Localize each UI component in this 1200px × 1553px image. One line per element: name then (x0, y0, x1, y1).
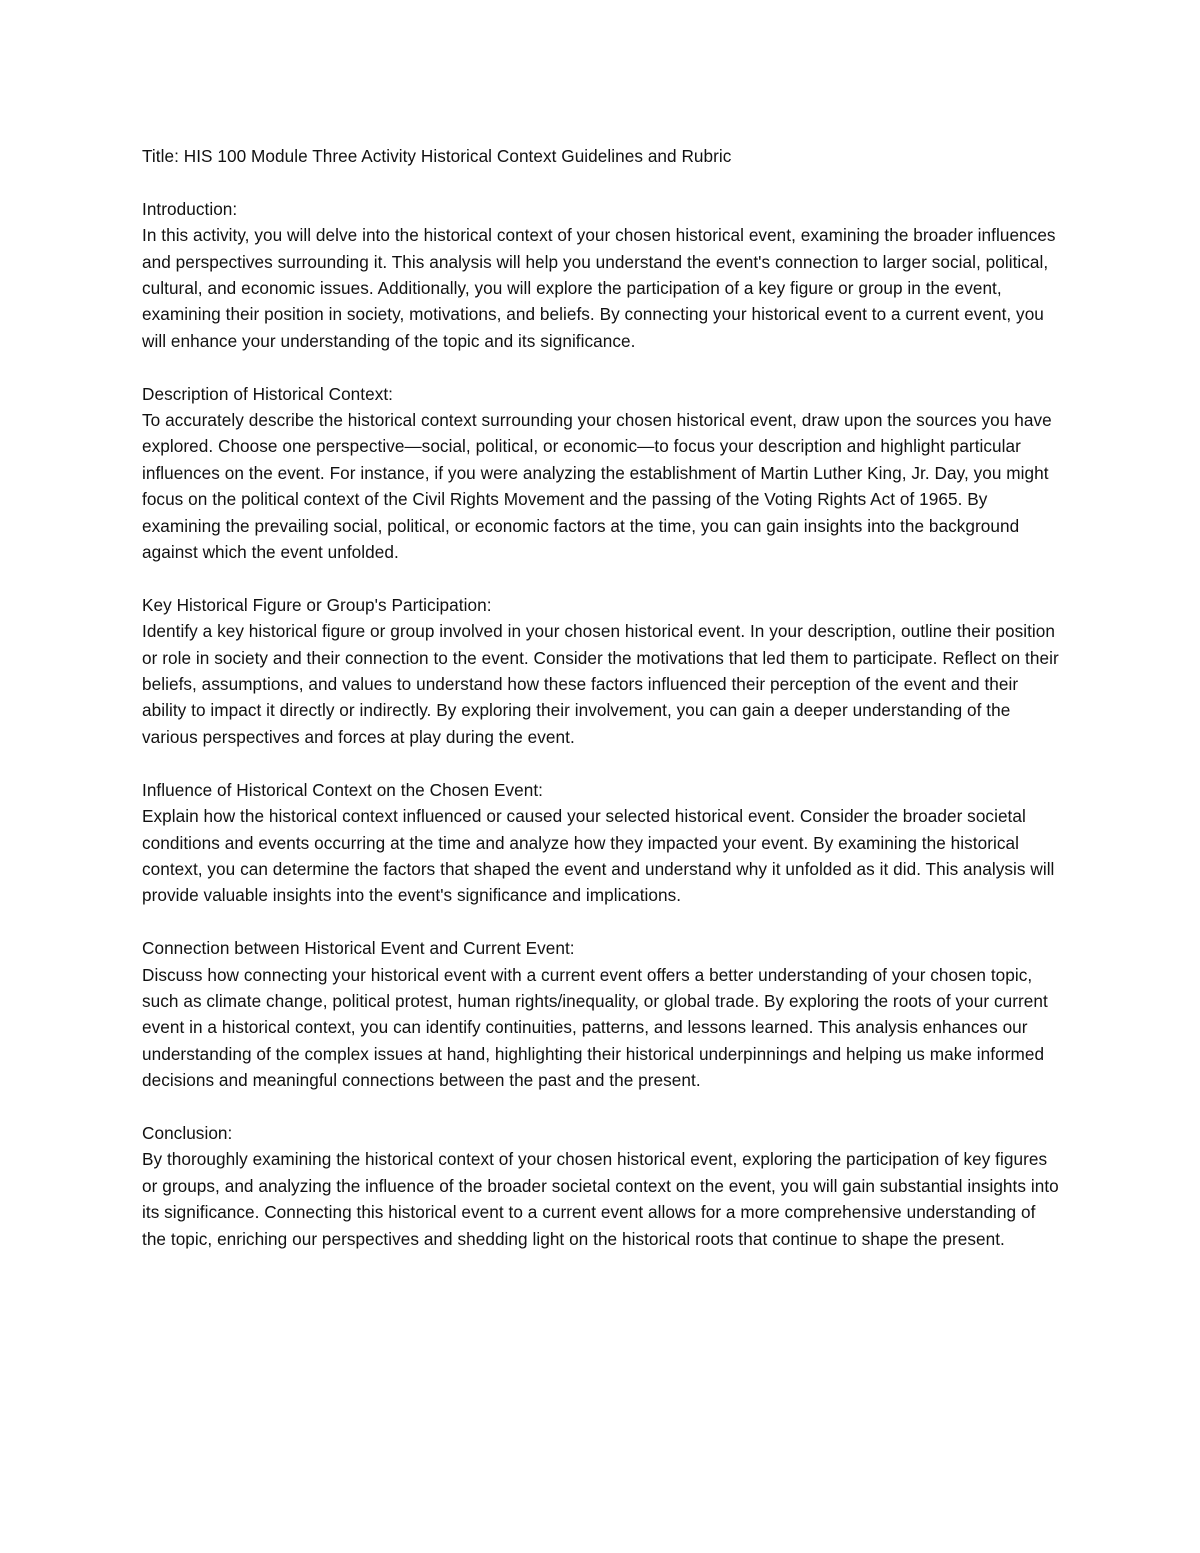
section-paragraph: Discuss how connecting your historical event with a current event offers a better understanding of your chosen topic, such as climate change, political protest, human rights/inequality, or global trade. By exploring the roots of your current event in a historical context, you can identify continuities, patterns, and lessons learned. This analysis enhances our understanding of the complex issues at hand, highlighting their historical underpinnings and helping us make informed decisions and meaningful connections between the past and the present. (142, 964, 1048, 1091)
section-paragraph: In this activity, you will delve into the historical context of your chosen historical event, examining the broader influences and perspectives surrounding it. This analysis will help you understand the event's connection to larger social, political, cultural, and economic issues. Additionally, you will explore the participation of a key figure or group in the event, examining their position in society, motivations, and beliefs. By connecting your historical event to a current event, you will enhance your understanding of the topic and its significance. (142, 225, 1056, 351)
section-paragraph: By thoroughly examining the historical context of your chosen historical event, exploring the participation of key figures or groups, and analyzing the influence of the broader societal context on the event, you will gain substantial insights into its significance. Connecting this historical event to a current event allows for a more comprehensive understanding of the topic, enriching our perspectives and shedding light on the historical roots that continue to shape the present. (142, 1149, 1059, 1249)
section-paragraph: Explain how the historical context influenced or caused your selected historical event. Consider the broader societal conditions and events occurring at the time and analyze how they impacted your event. By examining the historical context, you can determine the factors that shaped the event and understand why it unfolded as it did. This analysis will provide valuable insights into the event's significance and implications. (142, 806, 1055, 906)
section-paragraph: Identify a key historical figure or group involved in your chosen historical event. In your description, outline their position or role in society and their connection to the event. Consider the motivations that led them to participate. Reflect on their beliefs, assumptions, and values to understand how these factors influenced their perception of the event and their ability to impact it directly or indirectly. By exploring their involvement, you can gain a deeper understanding of the various perspectives and forces at play during the event. (142, 621, 1059, 747)
section-introduction (142, 196, 1062, 354)
section-connection-current-event (142, 935, 1062, 1093)
section-description-of-historical-context (142, 381, 1062, 566)
section-heading: Influence of Historical Context on the Chosen Event: (142, 779, 544, 800)
document-title: Title: HIS 100 Module Three Activity Historical Context Guidelines and Rubric (142, 146, 732, 166)
section-heading: Connection between Historical Event and Current Event: (142, 938, 575, 959)
section-key-figure-participation (142, 592, 1062, 750)
section-heading: Introduction: (142, 198, 238, 219)
document-body (142, 143, 1062, 1278)
section-conclusion (142, 1120, 1062, 1252)
section-heading: Description of Historical Context: (142, 383, 394, 404)
section-influence-of-context (142, 777, 1062, 909)
section-paragraph: To accurately describe the historical context surrounding your chosen historical event, draw upon the sources you have explored. Choose one perspective—social, political, or economic—to focus your description and highlight particular influences on the event. For instance, if you were analyzing the establishment of Martin Luther King, Jr. Day, you might focus on the political context of the Civil Rights Movement and the passing of the Voting Rights Act of 1965. By examining the prevailing social, political, or economic factors at the time, you can gain insights into the background against which the event unfolded. (142, 410, 1052, 563)
section-heading: Key Historical Figure or Group's Participation: (142, 594, 492, 615)
section-heading: Conclusion: (142, 1122, 233, 1143)
